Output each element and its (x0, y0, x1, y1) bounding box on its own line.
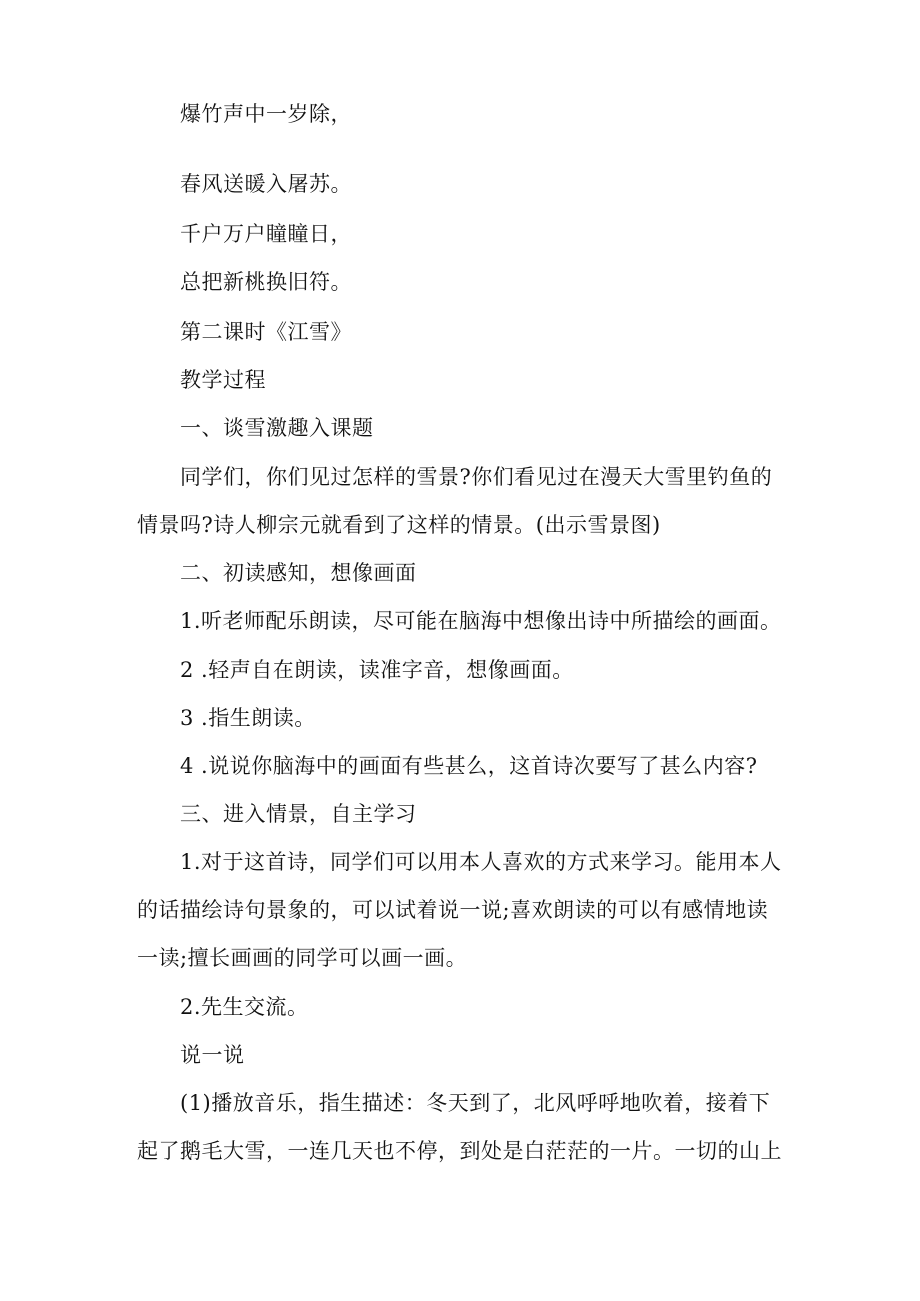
part3-item-1-line-1: 1.对于这首诗，同学们可以用本人喜欢的方式来学习。能用本人 (180, 850, 782, 874)
part3-item-1-line-3: 一读;擅长画画的同学可以画一画。 (137, 946, 468, 970)
part3-subheading: 说一说 (180, 1043, 245, 1067)
section-heading: 教学过程 (180, 368, 266, 392)
poem-line-4: 总把新桃换旧符。 (180, 270, 352, 294)
part1-heading: 一、谈雪激趣入课题 (180, 416, 374, 440)
poem-line-2: 春风送暖入屠苏。 (180, 172, 352, 196)
part2-item-2: 2 .轻声自在朗读，读准字音，想像画面。 (180, 658, 574, 682)
part3-sub-1-line-1: (1)播放音乐，指生描述：冬天到了，北风呼呼地吹着，接着下 (180, 1091, 771, 1115)
part1-paragraph-line-2: 情景吗?诗人柳宗元就看到了这样的情景。(出示雪景图) (137, 513, 661, 537)
poem-line-3: 千户万户瞳瞳日， (180, 222, 352, 246)
part2-item-3: 3 .指生朗读。 (180, 706, 316, 730)
poem-line-1: 爆竹声中一岁除， (180, 102, 352, 126)
part2-item-1: 1.听老师配乐朗读，尽可能在脑海中想像出诗中所描绘的画面。 (180, 609, 782, 633)
part2-item-4: 4 .说说你脑海中的画面有些甚么，这首诗次要写了甚么内容? (180, 754, 758, 778)
part3-sub-1-line-2: 起了鹅毛大雪，一连几天也不停，到处是白茫茫的一片。一切的山上 (137, 1139, 782, 1163)
part1-paragraph-line-1: 同学们，你们见过怎样的雪景?你们看见过在漫天大雪里钓鱼的 (180, 465, 773, 489)
part3-heading: 三、进入情景，自主学习 (180, 802, 417, 826)
part2-heading: 二、初读感知，想像画面 (180, 561, 417, 585)
part3-item-2: 2.先生交流。 (180, 995, 309, 1019)
part3-item-1-line-2: 的话描绘诗句景象的，可以试着说一说;喜欢朗读的可以有感情地读 (137, 898, 769, 922)
lesson-title: 第二课时《江雪》 (180, 320, 352, 344)
